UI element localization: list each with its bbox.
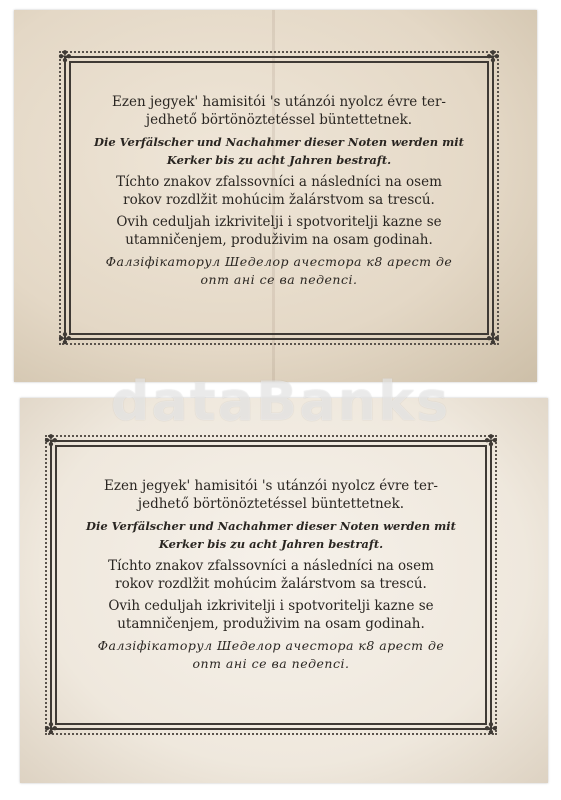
text-line: Ovih ceduljah izkrivitelji i spotvoritelji kazne se bbox=[108, 598, 434, 614]
text-line: Tíchto znakov zfalssovníci a následníci na osem bbox=[108, 558, 434, 574]
corner-ornament-icon: ✤ bbox=[58, 47, 72, 66]
croatian-paragraph bbox=[69, 597, 473, 633]
corner-ornament-icon: ✤ bbox=[58, 329, 72, 348]
penalty-text bbox=[69, 477, 473, 677]
slovak-paragraph bbox=[83, 173, 475, 209]
text-line: Die Verfälscher und Nachahmer dieser Noten werden mit bbox=[94, 135, 464, 149]
text-line: utamničenjem, produživim na osam godinah. bbox=[117, 616, 425, 632]
german-paragraph bbox=[69, 517, 473, 553]
corner-ornament-icon: ✤ bbox=[486, 329, 500, 348]
text-line: Die Verfälscher und Nachahmer dieser Noten werden mit bbox=[86, 519, 456, 533]
slovak-paragraph bbox=[69, 557, 473, 593]
romanian-cyrillic-paragraph bbox=[83, 253, 475, 289]
text-line: опт ані се ва педепсі. bbox=[192, 656, 350, 671]
watermark: dataBanks bbox=[110, 370, 451, 433]
penalty-text bbox=[83, 93, 475, 293]
banknote-back-bottom bbox=[20, 398, 548, 783]
text-line: jedhető börtönöztetéssel büntettetnek. bbox=[145, 112, 413, 128]
text-line: rokov rozdlžit mohúcim žalárstvom sa trescú. bbox=[115, 576, 427, 592]
text-line: Ezen jegyek' hamisitói 's utánzói nyolcz évre ter- bbox=[112, 94, 446, 110]
banknote-back-top bbox=[14, 10, 537, 382]
text-line: Ezen jegyek' hamisitói 's utánzói nyolcz évre ter- bbox=[104, 478, 438, 494]
text-line: Фалзіфікаторул Шеделор ачестора к8 арест де bbox=[105, 254, 453, 269]
hungarian-paragraph bbox=[69, 477, 473, 513]
corner-ornament-icon: ✤ bbox=[44, 431, 58, 450]
text-line: Фалзіфікаторул Шеделор ачестора к8 арест де bbox=[97, 638, 445, 653]
text-line: Ovih ceduljah izkrivitelji i spotvoritelji kazne se bbox=[116, 214, 442, 230]
croatian-paragraph bbox=[83, 213, 475, 249]
text-line: utamničenjem, produživim na osam godinah. bbox=[125, 232, 433, 248]
corner-ornament-icon: ✤ bbox=[486, 47, 500, 66]
text-line: опт ані се ва педепсі. bbox=[200, 272, 358, 287]
german-paragraph bbox=[83, 133, 475, 169]
corner-ornament-icon: ✤ bbox=[484, 431, 498, 450]
text-line: Kerker bis zu acht Jahren bestraft. bbox=[166, 153, 392, 167]
ornamental-frame bbox=[58, 47, 500, 348]
corner-ornament-icon: ✤ bbox=[484, 719, 498, 738]
text-line: Kerker bis zu acht Jahren bestraft. bbox=[158, 537, 384, 551]
ornamental-frame bbox=[44, 431, 498, 738]
hungarian-paragraph bbox=[83, 93, 475, 129]
corner-ornament-icon: ✤ bbox=[44, 719, 58, 738]
text-line: rokov rozdlžit mohúcim žalárstvom sa trescú. bbox=[123, 192, 435, 208]
text-line: Tíchto znakov zfalssovníci a následníci na osem bbox=[116, 174, 442, 190]
romanian-cyrillic-paragraph bbox=[69, 637, 473, 673]
text-line: jedhető börtönöztetéssel büntettetnek. bbox=[137, 496, 405, 512]
